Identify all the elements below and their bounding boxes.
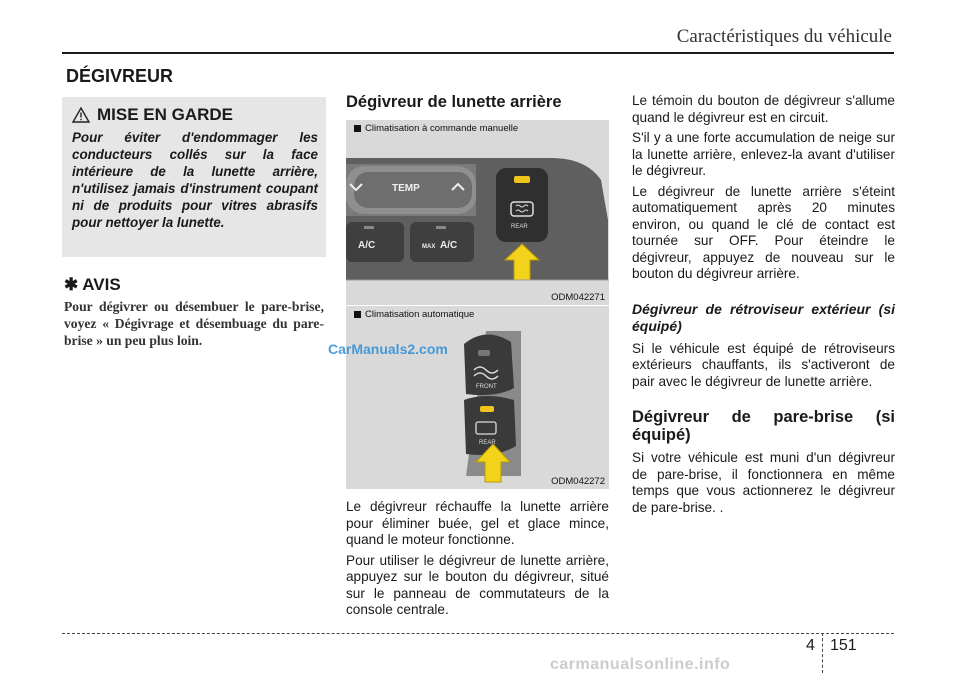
rear-defroster-title: Dégivreur de lunette arrière <box>346 93 562 111</box>
rear-defroster-body <box>346 499 609 623</box>
figure-manual-climate <box>346 120 609 305</box>
front-label: FRONT <box>476 384 497 390</box>
temp-label: TEMP <box>392 183 420 194</box>
avis-title: AVIS <box>82 275 121 294</box>
max-label: MAX <box>422 244 436 250</box>
header-rule <box>62 52 894 54</box>
column-3 <box>632 93 895 520</box>
auto-rear-defrost-button <box>464 396 516 455</box>
page-number: 151 <box>830 637 857 654</box>
section-title: DÉGIVREUR <box>66 66 174 86</box>
rear-defroster-paragraph-2: Pour utiliser le dégivreur de lunette arrière, appuyez sur le bouton du dégivreur, situé sur le panneau de commutateurs de la console centrale. <box>346 552 609 617</box>
figure-auto-climate <box>346 305 609 489</box>
chapter-number: 4 <box>806 637 815 654</box>
col3-paragraph-2: S'il y a une forte accumulation de neige sur la lunette arrière, enlevez-la avant d'utiliser le dégivreur. <box>632 130 895 178</box>
windshield-defroster-text: Si votre véhicule est muni d'un dégivreur de pare-brise, il fonctionnera en même temps que vous actionnerez le dégivreur de pare-brise. . <box>632 450 895 515</box>
col3-paragraph-3: Le dégivreur de lunette arrière s'éteint automatiquement après 20 minutes environ, ou quand le clé de contact est tournée sur OFF. Pour éteindre le dégivreur, appuyez de nouveau sur le bouton du dégivreur arrière. <box>632 183 895 281</box>
rear-label-1: REAR <box>511 224 528 230</box>
mirror-defroster-text: Si le véhicule est équipé de rétroviseurs extérieurs chauffants, ils s'activeront de pair avec le dégivreur de lunette arrière. <box>632 340 895 389</box>
avis-text: Pour dégivrer ou désembuer le pare-brise, voyez « Dégivrage et désembuage du pare-brise » un peu plus loin. <box>64 299 324 348</box>
footer-rule <box>62 633 894 634</box>
square-bullet-icon-2 <box>354 311 361 318</box>
figure1-caption <box>354 123 518 134</box>
windshield-defroster-title: Dégivreur de pare-brise (si équipé) <box>632 408 895 444</box>
col3-paragraph-1: Le témoin du bouton de dégivreur s'allume quand le dégivreur est en circuit. <box>632 93 895 125</box>
max-ac-label: A/C <box>440 240 458 251</box>
warning-text: Pour éviter d'endommager les conducteurs collés sur la face intérieure de la lunette arrière, n'utilisez jamais d'instrument coupant ni de produits pour vitres abrasifs pour nettoyer la lunette. <box>72 130 318 230</box>
rear-label-2: REAR <box>479 440 496 446</box>
figure1-caption-text: Climatisation à commande manuelle <box>365 123 519 134</box>
square-bullet-icon <box>354 125 361 132</box>
warning-head <box>72 105 318 125</box>
asterisk-icon: ✱ <box>64 275 79 294</box>
ac-label: A/C <box>358 240 376 251</box>
mirror-defroster-title: Dégivreur de rétroviseur extérieur (si équipé) <box>632 300 895 334</box>
warning-triangle-icon <box>72 107 90 123</box>
header-title: Caractéristiques du véhicule <box>676 26 892 47</box>
manual-climate-panel-image <box>346 120 609 305</box>
figure2-code: ODM042272 <box>551 476 605 487</box>
watermark-top: CarManuals2.com <box>328 341 448 357</box>
figure2-caption-text: Climatisation automatique <box>365 309 475 320</box>
figure1-code: ODM042271 <box>551 292 605 303</box>
rear-defroster-paragraph-1: Le dégivreur réchauffe la lunette arrière pour éliminer buée, gel et glace mince, quand le moteur fonctionne. <box>346 499 609 547</box>
figure2-caption <box>354 309 474 320</box>
avis-heading <box>64 275 121 295</box>
auto-climate-panel-image <box>346 306 609 489</box>
warning-title: MISE EN GARDE <box>97 105 234 124</box>
warning-box <box>62 97 326 257</box>
page-separator <box>822 633 823 673</box>
watermark-bottom: carmanualsonline.info <box>550 656 731 673</box>
